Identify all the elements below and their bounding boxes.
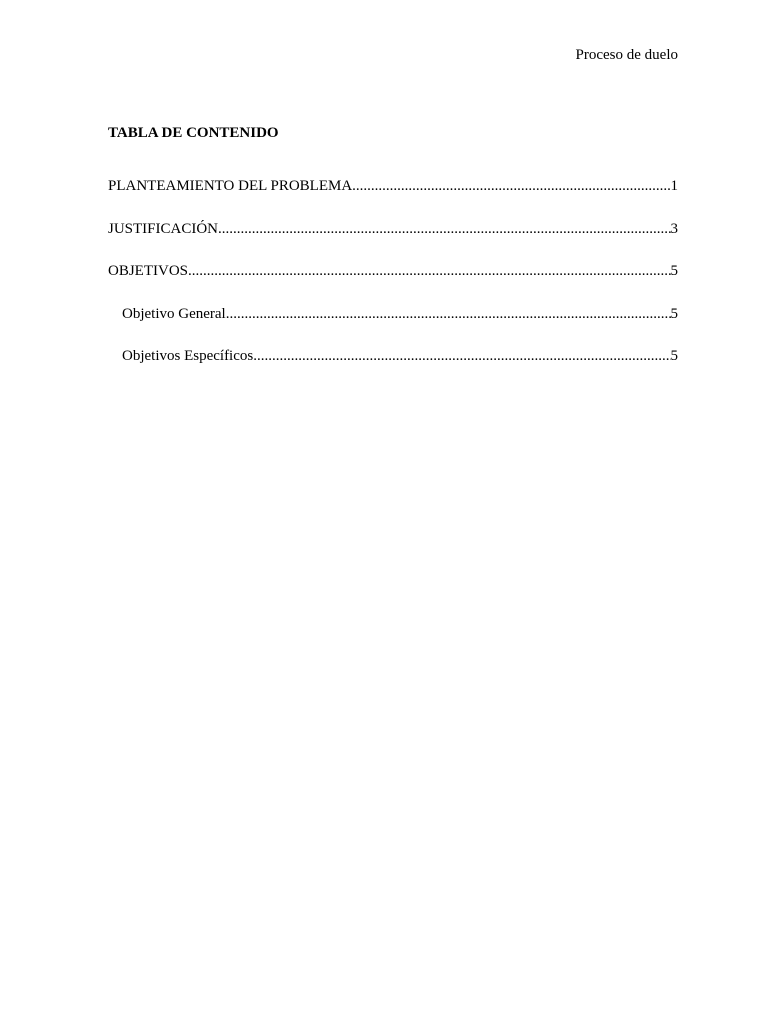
toc-entry-objetivo-general[interactable] <box>108 305 678 323</box>
toc-entry-planteamiento[interactable] <box>108 177 678 195</box>
table-of-contents <box>108 177 678 390</box>
toc-page-number: 5 <box>670 263 678 279</box>
toc-dot-leader <box>253 347 670 365</box>
toc-entry-objetivos[interactable] <box>108 262 678 280</box>
toc-page-number: 3 <box>670 220 678 237</box>
toc-page-number: 5 <box>670 305 678 322</box>
toc-dot-leader <box>218 220 670 238</box>
toc-dot-leader <box>188 262 670 280</box>
toc-entry-label: JUSTIFICACIÓN <box>108 220 219 237</box>
toc-dot-leader <box>352 177 670 195</box>
toc-entry-label: Objetivos Específicos <box>122 348 254 364</box>
toc-page-number: 5 <box>670 348 678 364</box>
toc-entry-objetivos-especificos[interactable] <box>108 347 678 365</box>
toc-entry-justificacion[interactable] <box>108 220 678 238</box>
toc-dot-leader <box>226 305 671 323</box>
toc-title: TABLA DE CONTENIDO <box>108 125 279 141</box>
toc-page-number: 1 <box>670 178 678 194</box>
running-head: Proceso de duelo <box>575 47 678 63</box>
toc-entry-label: OBJETIVOS <box>108 263 189 279</box>
toc-entry-label: PLANTEAMIENTO DEL PROBLEMA <box>108 178 353 194</box>
toc-entry-label: Objetivo General <box>122 305 226 322</box>
